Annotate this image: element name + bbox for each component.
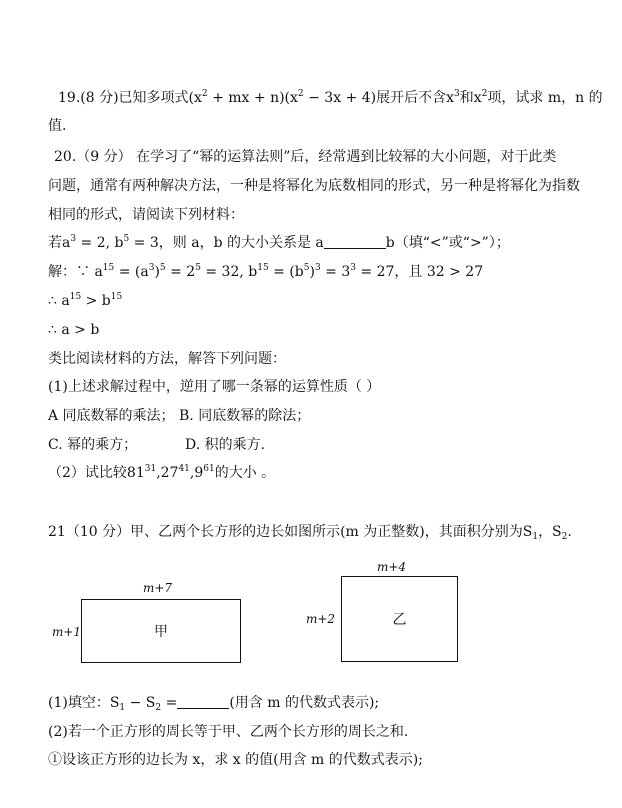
q19-line1: 19.(8 分)已知多项式($x^2$ + mx + $n)(x^2 - 3x + 4)$展开后不含$x^3$和$x^2$项，试求 m，n 的 [58,89,603,106]
q20-sub1: (1)上述求解过程中，逆用了哪一条幂的运算性质（ ） [48,379,381,395]
q20-line2: 问题，通常有两种解决方法，一种是将幂化为底数相同的形式，另一种是将幂化为指数 [48,178,580,194]
q20-solution: 解：∵ $a^{15} = (a^3)^5 = 2^5 = 32$, $b^{15} = (b^5)^3 = 3^3 = 27$，且 32 > 27 [48,263,484,280]
rect-jia [81,599,241,663]
q20-analogy: 类比阅读材料的方法，解答下列问题： [48,351,286,367]
rect-jia-label: 甲 [154,624,168,640]
q20-option-d: D. 积的乘方. [185,437,266,453]
rect-jia-left-dim: m+1 [52,625,82,639]
rect-yi-left-dim: m+2 [306,612,336,626]
q21-sub2: (2)若一个正方形的周长等于甲、乙两个长方形的周长之和. [48,724,409,740]
q21-line1: 21（10 分）甲、乙两个长方形的边长如图所示(m 为正整数)，其面积分别为$S_1$，$S_2$. [48,524,572,542]
q21-sub2-1: ①设该正方形的边长为 x，求 x 的值(用含 m 的代数式表示); [48,752,423,768]
q20-sub2: （2）试比较$81^{31},27^{41},9^{61}$的大小 。 [48,464,276,481]
rect-yi [341,576,458,662]
q20-line3: 相同的形式，请阅读下列材料： [48,207,244,223]
answer-blank-q21 [177,694,229,709]
q20-therefore-2: ∴ a > b [48,322,100,338]
q19-line2: 值. [48,118,67,134]
q21-sub1: (1)填空：$S_1 - S_2$ = (用含 m 的代数式表示); [48,695,380,713]
q20-options-ab: A 同底数幂的乘法； B. 同底数幂的除法； [48,408,311,424]
q20-given: 若$a^3 = 2$, $b^5 = 3$，则 a，b 的大小关系是 a b（填“<”或“>”）； [48,234,510,251]
q20-line1: 20.（9 分） 在学习了“幂的运算法则”后，经常遇到比较幂的大小问题，对于此类 [54,149,557,165]
q20-option-c: C. 幂的乘方； [48,437,138,453]
rect-yi-label: 乙 [392,612,407,628]
q20-therefore-1: ∴ $a^{15} > b^{15}$ [48,292,123,309]
answer-blank [324,234,386,249]
rect-yi-top-dim: m+4 [377,560,407,574]
rect-jia-top-dim: m+7 [143,581,173,595]
